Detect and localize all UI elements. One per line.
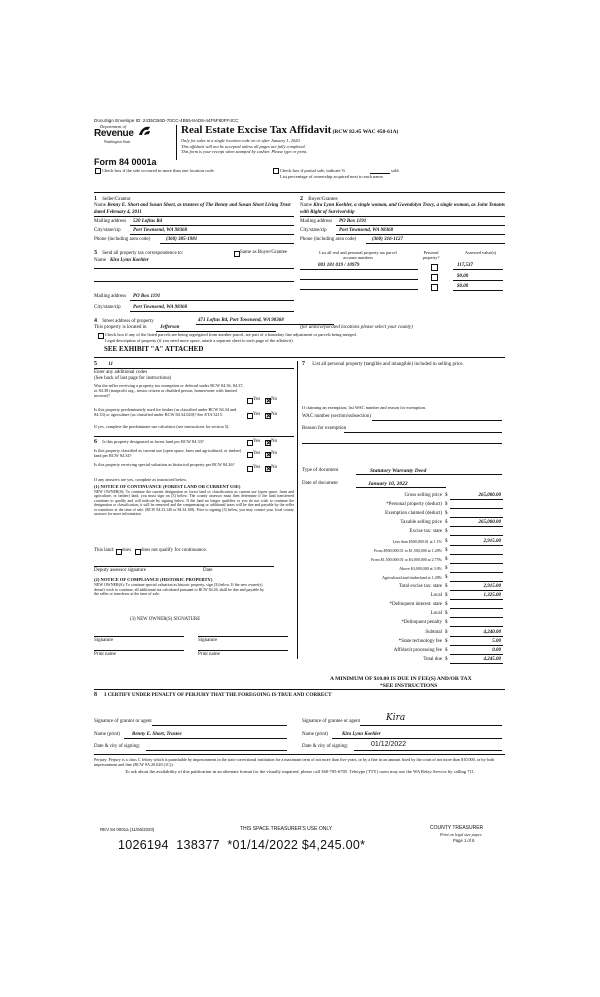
land-does-not-label: does not qualify for continuance. (141, 548, 207, 553)
deputy-signature-label: Deputy assessor signature (94, 568, 146, 573)
property-located-label: This property is located in (94, 325, 147, 330)
tax-row-line (450, 517, 503, 518)
section5-number: 5 (94, 361, 97, 367)
tax-row-value[interactable]: 4,245.00 (483, 656, 501, 662)
tax-row-dollar-sign: $ (445, 620, 448, 626)
tax-row-dollar-sign: $ (445, 556, 448, 562)
tax-row-dollar-sign: $ (445, 629, 448, 635)
owner-signature-line-2[interactable] (198, 636, 288, 637)
buyer-mailing-value[interactable]: PO Box 1191 (339, 219, 367, 224)
parcel-row-1-line (300, 269, 418, 270)
parcel-row-1-value[interactable]: 117,537 (457, 263, 473, 268)
tax-row-value[interactable]: 4,240.00 (483, 629, 501, 635)
section5-code-line (94, 368, 294, 369)
see-back-label: (See back of last page for instructions) (94, 376, 172, 381)
correspondence-heading: Send all property tax correspondence to: (102, 251, 184, 256)
see-instructions-note: *SEE INSTRUCTIONS (380, 683, 438, 689)
parcels-col-header-personal: Personal property? (422, 250, 440, 261)
buyer-mailing-line (336, 225, 505, 226)
parcel-row-2-value-line (453, 280, 503, 281)
doc-date-value[interactable]: January 10, 2022 (368, 481, 408, 487)
buyer-heading: Buyer/Grantee (308, 197, 338, 202)
tax-row-label: *Personal property (deduct) (386, 502, 442, 508)
tax-row-label: Above $3,000,000 at 3.0% (399, 565, 442, 571)
historic-no-label: No (271, 465, 278, 470)
partial-sale-checkbox[interactable] (273, 168, 279, 174)
section5-row (94, 361, 113, 368)
buyer-city-value[interactable]: Port Townsend, WA 98368 (339, 228, 394, 233)
parcel-row-1-personal-checkbox[interactable] (431, 264, 438, 271)
tax-row-dollar-sign: $ (445, 638, 448, 644)
seller-section-number: 1 (94, 196, 97, 202)
form-title-block (181, 124, 398, 137)
same-as-buyer-label: Same as Buyer/Grantee (240, 250, 288, 255)
property-street-row (94, 318, 154, 325)
owner-signature-label-2: Signature (198, 638, 218, 643)
owner-print-label-1: Print name (94, 652, 116, 657)
seller-name-line (94, 216, 294, 217)
multi-location-checkbox[interactable] (95, 168, 101, 174)
seller-name-label: Name (94, 203, 106, 208)
seller-city-line (130, 234, 294, 235)
owner-print-label-2: Print name (198, 652, 220, 657)
buyer-city-line (336, 234, 505, 235)
reason-exemption-line-1[interactable] (344, 432, 502, 433)
correspondence-name-label: Name (94, 258, 106, 263)
seller-name-row (94, 203, 294, 216)
this-land-label: This land: (94, 548, 115, 553)
tax-row-label: Local (430, 611, 442, 617)
timber-no-label: No (271, 412, 278, 417)
correspondence-line-1 (94, 268, 294, 269)
tax-row-line (450, 608, 503, 609)
section8-number: 8 (94, 692, 97, 698)
seller-mailing-line (130, 225, 294, 226)
tax-row-dollar-sign: $ (445, 574, 448, 580)
tax-row-value[interactable]: 1,325.00 (483, 593, 501, 599)
exemption-no-label: No (271, 397, 278, 402)
timber-yes-label: Yes (253, 412, 261, 417)
partial-sale-suffix: sold. (391, 168, 400, 173)
tax-row-value[interactable]: 2,915.00 (483, 538, 501, 544)
parcel-row-2-line (300, 279, 418, 280)
doc-type-label: Type of document (302, 468, 339, 473)
forest-land-question: Is this property designated as forest land per RCW 84.33? (102, 439, 204, 444)
tax-row-line (450, 499, 503, 500)
ownership-note: List percentage of ownership acquired next to each name. (280, 174, 384, 179)
grantor-name-label: Name (print) (94, 732, 120, 737)
grantee-name-line (332, 738, 502, 739)
notice-continuance-text: NEW OWNER(S): To continue the current designation as forest land or classification as current use (open space, farm and agriculture, or timber) land, you must sign on (3) below. The county assessor must then determine if the land transferred continues to qualify and will indicate by signing below. If the land no longer qualifies or you do not wish to continue the designation or classification, it will be removed and the compensating or additional taxes will be due and payable by the seller or transferor at the time of sale. (RCW 84.33.140 or 84.34.108). Prior to signing (3) below, you may contact your local county assessor for more information. (94, 490, 294, 517)
exemption-yes-label: Yes (253, 397, 261, 402)
forest-yes-label: Yes (253, 439, 261, 444)
tax-row-label: Affidavit processing fee (393, 647, 442, 653)
correspondence-mailing-value[interactable]: PO Box 1191 (133, 294, 161, 299)
tax-row-dollar-sign: $ (445, 538, 448, 544)
doc-date-label: Date of document (302, 481, 338, 486)
tax-row-dollar-sign: $ (445, 602, 448, 608)
parcel-row-2-value[interactable]: $0.00 (457, 274, 469, 279)
forest-no-label: No (271, 439, 278, 444)
buyer-name-label: Name (300, 203, 312, 208)
tax-row-label: Exemption claimed (deduct) (385, 511, 442, 517)
tax-row-value[interactable]: 2,915.00 (483, 584, 501, 589)
treasurer-use-label: THIS SPACE TREASURER'S USE ONLY (240, 826, 333, 832)
tax-row-label: Gross selling price (404, 493, 442, 498)
current-use-yes-label: Yes (253, 451, 261, 456)
deputy-signature-line[interactable] (94, 566, 274, 567)
tax-row-value[interactable]: 0.00 (492, 647, 501, 653)
correspondence-mailing-label: Mailing address (94, 294, 127, 299)
tax-row-dollar-sign: $ (445, 593, 448, 599)
owner-print-line-2[interactable] (198, 650, 288, 651)
historic-yes-label: Yes (253, 465, 261, 470)
doc-type-line (356, 474, 502, 475)
grantee-signature-image: Kira (386, 713, 406, 723)
parcel-row-3-personal-checkbox[interactable] (431, 284, 438, 291)
new-owner-signature-title: (3) NEW OWNER(S) SIGNATURE (130, 617, 201, 622)
buyer-section (300, 196, 505, 203)
reason-exemption-line-2[interactable] (302, 443, 502, 444)
wac-number-line[interactable] (372, 420, 502, 421)
correspondence-city-line (130, 311, 294, 312)
section7-text: List all personal property (tangible and intangible) included in selling price. (312, 362, 464, 367)
form-title: Real Estate Excise Tax Affidavit (181, 124, 332, 136)
partial-sale-label: Check box if partial sale, indicate % (280, 168, 346, 173)
treasurer-stamp: 1026194 138377 *01/14/2022 $4,245.00* (118, 838, 366, 852)
tax-row-line (450, 508, 503, 509)
print-legal-note: Print on legal size paper. (440, 832, 482, 837)
header-instruction-1: Only for sales in a single location code on or after January 1, 2020. (181, 138, 301, 143)
tax-row-label: Agricultural and timberland at 1.28% (382, 574, 442, 580)
column-divider (297, 361, 298, 659)
buyer-phone-line (366, 243, 505, 244)
logo-dept-of: Department of (100, 124, 127, 129)
tax-row-line (450, 626, 503, 627)
logo-mark-icon (137, 125, 151, 137)
grantor-signature-line[interactable] (152, 725, 287, 726)
tax-row-value[interactable]: 265,000.00 (478, 520, 501, 526)
notice-compliance-text: NEW OWNER(S): To continue special valuation as historic property, sign (3) below. If the new owner(s) doesn't wish to continue, all additional tax calculated pursuant to RCW 84.26, shall be due and payable by the seller or transferor at the time of sale. (94, 582, 264, 597)
buyer-name-value[interactable]: Kira Lynn Koehler, a single woman, and Gwendolyn Tracy, a single woman, as Joint Tenants with Right of Survivorship (300, 203, 505, 215)
notice-continuance-title: (1) NOTICE OF CONTINUANCE (FOREST LAND OR CURRENT USE) (94, 484, 241, 489)
tax-row-dollar-sign: $ (445, 611, 448, 617)
buyer-city-label: City/state/zip (300, 228, 327, 233)
exhibit-note: SEE EXHIBIT "A" ATTACHED (104, 345, 204, 353)
envelope-id: DocuSign Envelope ID: 2435CB6D-70CC-4B55-8AD8-44F5F80FF4CC (94, 118, 239, 123)
tax-row-label: Taxable selling price (400, 520, 442, 526)
buyer-phone-label: Phone (including area code) (300, 237, 357, 242)
seller-phone-value[interactable]: (360) 385-1981 (166, 237, 198, 242)
availability-statement: To ask about the availability of this publication in an alternate format for the visually impaired, please call 360-705-6705. Teletype (TTY) users may use the WA Relay Service by calling 711. (124, 769, 476, 774)
segregated-parcels-label: Check box if any of the listed parcels are being segregated from another parcel, are part of a boundary line adjustment or parcels being merged. (105, 332, 357, 337)
parcel-row-1-number[interactable]: 001 181 019 / 10979 (318, 263, 360, 268)
tax-row-value[interactable]: 265,000.00 (478, 493, 501, 498)
page-number: Page 1 of 6 (453, 838, 475, 843)
correspondence-city-value[interactable]: Port Townsend, WA 98368 (133, 305, 188, 310)
tax-row-line (450, 554, 503, 555)
tax-row-label: *State technology fee (398, 638, 442, 644)
additional-codes-label: Enter any additional codes (94, 370, 148, 375)
tax-row-line (450, 563, 503, 564)
doc-date-line (356, 487, 446, 488)
historic-question: Is this property receiving special valuation as historical property per RCW 84.26? (94, 462, 235, 467)
header-instruction-3: This form is your receipt when stamped by cashier. Please type or print. (181, 149, 308, 154)
section-rule-8 (94, 689, 505, 690)
section-rule-top (94, 192, 505, 193)
tax-row-dollar-sign: $ (445, 584, 448, 589)
tax-row-line (450, 545, 503, 546)
tax-row-label: From $500,000.01 to $1,500,000 at 1.28% (374, 547, 442, 553)
tax-row-value[interactable]: 5.00 (492, 638, 501, 644)
owner-signature-line-1[interactable] (94, 636, 184, 637)
tax-row-label: Local (430, 593, 442, 599)
parcel-row-1-value-line (453, 269, 503, 270)
tax-row-line (450, 581, 503, 582)
legal-description-label: Legal description of property (if you need more space, attach a separate sheet to each page of the affidavit). (105, 338, 294, 343)
tax-row-line (450, 526, 503, 527)
property-street-value[interactable]: 471 Loftus Rd, Port Townsend, WA 98368 (198, 318, 284, 323)
section6-number: 6 (94, 439, 97, 445)
seller-city-value[interactable]: Port Townsend, WA 98368 (133, 228, 188, 233)
section-rule-mid (94, 357, 505, 358)
parcel-row-2-personal-checkbox[interactable] (431, 274, 438, 281)
tax-row-dollar-sign: $ (445, 529, 448, 535)
buyer-name-row (300, 203, 505, 216)
tax-row-dollar-sign: $ (445, 547, 448, 553)
grantor-date-label: Date & city of signing: (94, 744, 141, 749)
section6-forest-row (94, 439, 204, 446)
section7-row (302, 361, 502, 368)
current-use-no-label: No (271, 451, 278, 456)
tax-row-dollar-sign: $ (445, 565, 448, 571)
tax-row-line (450, 590, 503, 591)
correspondence-city-label: City/state/zip (94, 305, 121, 310)
tax-row-label: Less than $500,000.01 at 1.1% (392, 538, 442, 544)
multi-location-label: Check box if the sale occurred in more than one location code. (102, 168, 215, 173)
timber-question: Is this property predominately used for timber (as classified under RCW 84.34 and 84.33) or agriculture (as classified under RCW 84.34.020)? See ETA 3215. (94, 407, 237, 418)
exemption-question: Was the seller receiving a property tax exemption or deferral under RCW 84.36, 84.37, or 84.38 (nonprofit org., senior citizen or disabled person, homeowner with limited income)? (94, 383, 244, 399)
tax-row-label: Subtotal (425, 629, 442, 635)
segregated-parcels-checkbox[interactable] (98, 333, 104, 339)
header-instruction-2: This affidavit will not be accepted unless all pages are fully completed. (181, 143, 306, 149)
seller-mailing-label: Mailing address (94, 219, 127, 224)
any-yes-note: If any answers are yes, complete as instructed below. (94, 477, 188, 482)
grantee-name-value[interactable]: Kira Lynn Koehler (342, 732, 381, 737)
grantor-signature-label: Signature of grantor or agent (94, 719, 152, 724)
section6-rule (94, 436, 294, 437)
tax-row-line (450, 572, 503, 573)
tax-row-dollar-sign: $ (445, 493, 448, 498)
certify-statement: I CERTIFY UNDER PENALTY OF PERJURY THAT THE FOREGOING IS TRUE AND CORRECT (104, 692, 332, 698)
dor-logo (94, 124, 158, 152)
minimum-fee-note: A MINIMUM OF $10.00 IS DUE IN FEE(S) AND/OR TAX (330, 676, 472, 682)
grantee-signature-line[interactable] (360, 725, 502, 726)
land-does-label: does (122, 548, 132, 553)
tax-row-label: Total excise tax: state (398, 584, 442, 589)
logo-revenue: Revenue (94, 128, 134, 139)
buyer-mailing-label: Mailing address (300, 219, 333, 224)
tax-row-dollar-sign: $ (445, 511, 448, 517)
revision-label: REV 84 0001a (11/06/2020) (100, 827, 155, 832)
exemption-claim-label: If claiming an exemption, list WAC number and reason for exemption. (302, 405, 427, 410)
tax-row-dollar-sign: $ (445, 502, 448, 508)
county-treasurer-label: COUNTY TREASURER (430, 825, 484, 831)
perjury-statement: Perjury: Perjury is a class C felony which is punishable by imprisonment in the state correctional institution for a maximum term of not more than five years, or by a fine in an amount fixed by the court of not more than $10,000, or by both imprisonment and fine (RCW 9A.20.020 (1C)). (94, 757, 495, 768)
buyer-phone-value[interactable]: (360) 316-1127 (372, 237, 403, 242)
parcel-row-3-value[interactable]: $0.00 (457, 284, 469, 289)
correspondence-name-value[interactable]: Kira Lynn Koehler (110, 258, 149, 263)
grantor-name-line (124, 738, 287, 739)
title-divider (176, 125, 177, 160)
current-use-question: Is this property classified as current use (open space, farm and agricultural, or timber) land per RCW 84.34? (94, 448, 242, 459)
wac-number-label: WAC number (section/subsection) (302, 414, 371, 419)
tax-row-label: Excise tax: state (409, 529, 442, 535)
tax-row-label: From $1,500,000.01 to $3,000,000 at 2.75% (371, 556, 442, 562)
seller-phone-label: Phone (including area code) (94, 237, 151, 242)
certify-row (94, 692, 332, 699)
buyer-name-line (300, 216, 505, 217)
grantor-name-value[interactable]: Benny E. Short, Trustee (132, 732, 182, 737)
grantee-date-label: Date & city of signing: (302, 744, 349, 749)
doc-type-value[interactable]: Statutory Warranty Deed (370, 468, 427, 474)
form-statute: (RCW 82.45 WAC 458-61A) (332, 129, 399, 135)
parcels-col-header-assessed: Assessed value(s) (464, 250, 497, 255)
tax-row-dollar-sign: $ (445, 647, 448, 653)
correspondence-section-number: 3 (94, 250, 97, 256)
correspondence-heading-row (94, 250, 183, 257)
reason-exemption-label: Reason for exemption (302, 426, 347, 431)
seller-section (94, 196, 294, 203)
property-located-value[interactable]: Jefferson (160, 325, 180, 330)
buyer-section-number: 2 (300, 196, 303, 202)
grantee-signature-label: Signature of grantee or agent (302, 719, 361, 724)
tax-row-label: *Delinquent penalty (401, 620, 442, 626)
correspondence-mailing-line (130, 300, 294, 301)
seller-heading: Seller/Grantor (102, 197, 131, 202)
deputy-date-label: Date (203, 568, 213, 573)
tax-row-label: Total due (423, 656, 442, 662)
tax-row-line (450, 663, 503, 664)
owner-print-line-1[interactable] (94, 650, 184, 651)
tax-row-line (450, 599, 503, 600)
tax-row-line (450, 645, 503, 646)
grantee-name-label: Name (print) (302, 732, 328, 737)
parcel-row-3-line (300, 289, 418, 290)
predominate-use-note: If yes, complete the predominate use calculator (see instructions for section 5). (94, 424, 230, 429)
tax-row-line (450, 535, 503, 536)
section-rule-perjury (94, 754, 505, 755)
seller-phone-line (160, 243, 294, 244)
tax-row-line (450, 617, 503, 618)
grantor-date-line (146, 750, 287, 751)
property-section-number: 4 (94, 318, 97, 324)
seller-name-value[interactable]: Benny E. Short and Susan Short, as trustees of The Benny and Susan Short Living Trust dated February 4, 2011 (94, 203, 291, 215)
tax-row-dollar-sign: $ (445, 656, 448, 662)
grantee-date-line (354, 750, 502, 751)
section7-number: 7 (302, 361, 305, 367)
property-unincorporated-note: (for unincorporated locations please select your county) (300, 325, 413, 330)
property-street-label: Street address of property (102, 319, 154, 324)
tax-row-line (450, 636, 503, 637)
form-number: Form 84 0001a (94, 157, 157, 167)
grantee-date-value[interactable]: 01/12/2022 (371, 741, 407, 748)
correspondence-line-2 (94, 281, 294, 282)
logo-state: Washington State (104, 140, 131, 144)
section5-code-value[interactable]: 11 (108, 362, 113, 367)
owner-signature-label-1: Signature (94, 638, 114, 643)
parcel-row-3-value-line (453, 290, 503, 291)
tax-row-label: *Delinquent interest: state (389, 602, 442, 608)
seller-mailing-value[interactable]: 520 Loftus Rd (133, 219, 163, 224)
notice-compliance-title: (2) NOTICE OF COMPLIANCE (HISTORIC PROPERTY) (94, 577, 213, 582)
tax-row-dollar-sign: $ (445, 520, 448, 526)
parcels-col-header-numbers: List all real and personal property tax parcel account numbers (319, 250, 397, 261)
tax-row-line (450, 654, 503, 655)
seller-city-label: City/state/zip (94, 228, 121, 233)
